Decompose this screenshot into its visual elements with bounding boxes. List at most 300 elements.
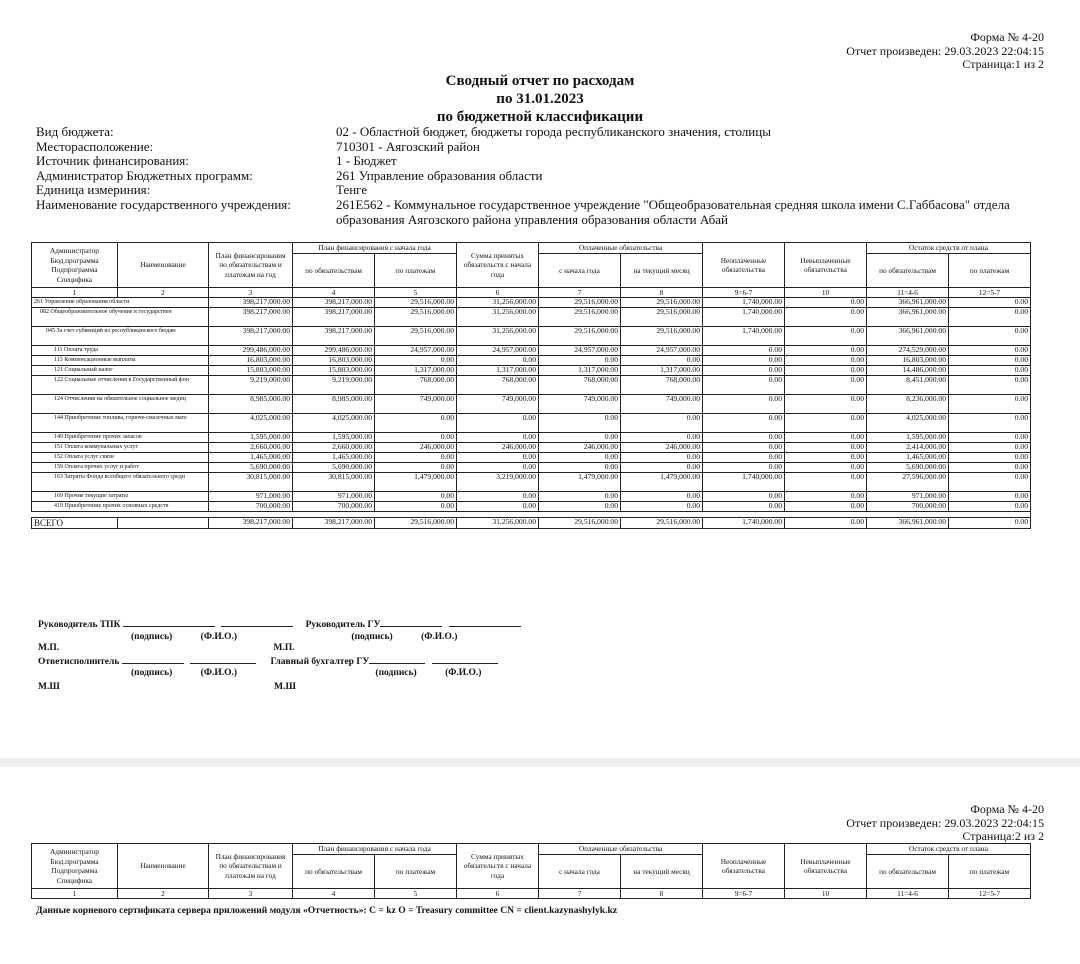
info-row [36, 154, 1026, 169]
header-col-6: Сумма принятых обязательств с начала года [457, 844, 539, 889]
podpis-caption: (подпись) [375, 668, 417, 679]
cell-col-8: 0.00 [621, 433, 703, 443]
cell-col-9: 0.00 [703, 492, 785, 502]
row-name: 419 Приобретение прочих основных средств [32, 502, 209, 512]
fio-line [432, 655, 498, 664]
table-row [32, 492, 1031, 502]
cell-col-10: 0.00 [785, 414, 867, 433]
cell-col-9: 0.00 [703, 502, 785, 512]
cell-col-8: 29,516,000.00 [621, 308, 703, 327]
cell-col-3: 5,690,000.00 [209, 463, 293, 473]
cell-col-6: 0.00 [457, 502, 539, 512]
cell-col-10: 0.00 [785, 346, 867, 356]
table-header [32, 243, 1031, 298]
cell-col-9: 0.00 [703, 433, 785, 443]
info-row [36, 140, 1026, 155]
cell-col-10: 0.00 [785, 502, 867, 512]
row-name: 152 Оплата услуг связи [32, 453, 209, 463]
cell-col-5: 0.00 [375, 414, 457, 433]
cell-col-8: 0.00 [621, 463, 703, 473]
table-row [32, 376, 1031, 395]
podpis-caption: (подпись) [131, 631, 173, 642]
cell-col-4: 4,025,000.00 [293, 414, 375, 433]
cell-col-11: 27,596,000.00 [867, 473, 949, 492]
cell-col-5: 768,000.00 [375, 376, 457, 395]
row-name: 045 За счет субвенций из республиканского бюдже [32, 327, 209, 346]
cell-col-4: 398,217,000.00 [293, 298, 375, 308]
row-name: 149 Приобретение прочих запасов [32, 433, 209, 443]
cell-col-12: 0.00 [949, 395, 1031, 414]
cell-col-10: 0.00 [785, 463, 867, 473]
cell-col-6: 3,219,000.00 [457, 473, 539, 492]
cell-col-6: 0.00 [457, 463, 539, 473]
header-col-12: по платежам [949, 254, 1031, 288]
row-name: 121 Социальный налог [32, 366, 209, 376]
cell-col-7: 29,516,000.00 [539, 298, 621, 308]
table-row [32, 443, 1031, 453]
cell-col-3: 15,803,000.00 [209, 366, 293, 376]
table-row [32, 453, 1031, 463]
header-group-plan: План финансирования с начала года [293, 844, 457, 855]
row-name: 169 Прочие текущие затраты [32, 492, 209, 502]
cell-col-5: 29,516,000.00 [375, 298, 457, 308]
cell-col-4: 5,690,000.00 [293, 463, 375, 473]
cell-col-12: 0.00 [949, 308, 1031, 327]
total-col-4: 398,217,000.00 [293, 518, 375, 529]
header-col-12: по платежам [949, 855, 1031, 889]
tpk-head-label: Руководитель ТПК [38, 620, 121, 630]
cell-col-12: 0.00 [949, 443, 1031, 453]
info-label: Администратор Бюджетных программ: [36, 167, 253, 183]
page-number: Страница:1 из 2 [962, 57, 1044, 71]
cell-col-8: 749,000.00 [621, 395, 703, 414]
cell-col-8: 1,317,000.00 [621, 366, 703, 376]
info-row [36, 169, 1026, 184]
cell-col-6: 31,256,000.00 [457, 308, 539, 327]
table-row [32, 463, 1031, 473]
info-label: Единица измериния: [36, 182, 151, 198]
cell-col-11: 4,025,000.00 [867, 414, 949, 433]
row-name: 261 Управление образования области [32, 298, 209, 308]
cell-col-6: 0.00 [457, 433, 539, 443]
cell-col-10: 0.00 [785, 376, 867, 395]
header-col-8: на текущий месяц [621, 254, 703, 288]
cell-col-9: 1,740,000.00 [703, 298, 785, 308]
signatures-block [38, 618, 521, 694]
row-name: 082 Общеобразовательное обучение в государствен [32, 308, 209, 327]
total-col-8: 29,516,000.00 [621, 518, 703, 529]
form-number: Форма № 4-20 [970, 30, 1044, 44]
executor-label: Ответисполнитель [38, 656, 120, 667]
cell-col-11: 700,000.00 [867, 502, 949, 512]
cell-col-10: 0.00 [785, 453, 867, 463]
fio-caption: (Ф.И.О.) [421, 631, 458, 642]
signature-line [122, 655, 184, 664]
cell-col-5: 29,516,000.00 [375, 308, 457, 327]
cell-col-5: 749,000.00 [375, 395, 457, 414]
fio-caption: (Ф.И.О.) [200, 631, 238, 642]
header-col-11: по обязательствам [867, 855, 949, 889]
title-line-3: по бюджетной классификации [436, 109, 644, 125]
title-line-1: Сводный отчет по расходам [445, 73, 635, 89]
cell-col-3: 16,803,000.00 [209, 356, 293, 366]
cell-col-9: 0.00 [703, 443, 785, 453]
colnum: 5 [375, 889, 457, 899]
cell-col-8: 0.00 [621, 492, 703, 502]
mp-label: М.П. [273, 643, 295, 654]
info-label: Вид бюджета: [36, 124, 114, 139]
cell-col-3: 971,000.00 [209, 492, 293, 502]
cell-col-5: 0.00 [375, 492, 457, 502]
cell-col-12: 0.00 [949, 453, 1031, 463]
header-col-7: с начала года [539, 254, 621, 288]
cell-col-10: 0.00 [785, 366, 867, 376]
colnum: 7 [539, 889, 621, 899]
cell-col-4: 1,465,000.00 [293, 453, 375, 463]
cell-col-12: 0.00 [949, 356, 1031, 366]
cell-col-11: 14,486,000.00 [867, 366, 949, 376]
colnum: 3 [209, 889, 293, 899]
table-header [32, 844, 1031, 899]
total-col-3: 398,217,000.00 [209, 518, 293, 529]
chief-accountant-label: Главный бухгалтер ГУ [270, 656, 370, 667]
report-info [36, 125, 1026, 227]
cell-col-7: 1,479,000.00 [539, 473, 621, 492]
cell-col-11: 1,595,000.00 [867, 433, 949, 443]
mp-label: М.П. [38, 643, 60, 654]
cell-col-10: 0.00 [785, 492, 867, 502]
header-col-6: Сумма принятых обязательств с начала года [457, 243, 539, 288]
cell-col-4: 30,815,000.00 [293, 473, 375, 492]
cell-col-12: 0.00 [949, 502, 1031, 512]
total-row [32, 518, 1031, 529]
cell-col-9: 0.00 [703, 453, 785, 463]
cell-col-5: 24,957,000.00 [375, 346, 457, 356]
header-col-7: с начала года [539, 855, 621, 889]
info-label: Месторасположение: [36, 138, 154, 154]
page-separator [0, 758, 1080, 767]
cell-col-5: 0.00 [375, 356, 457, 366]
row-name: 159 Оплата прочих услуг и работ [32, 463, 209, 473]
colnum: 12=5-7 [949, 288, 1031, 298]
cell-col-7: 0.00 [539, 356, 621, 366]
cell-col-3: 398,217,000.00 [209, 327, 293, 346]
cell-col-7: 29,516,000.00 [539, 327, 621, 346]
cell-col-12: 0.00 [949, 298, 1031, 308]
cell-col-9: 0.00 [703, 376, 785, 395]
cell-col-3: 299,486,000.00 [209, 346, 293, 356]
colnum: 5 [375, 288, 457, 298]
report-title [0, 72, 1080, 126]
info-label: Источник финансирования: [36, 153, 189, 169]
cell-col-6: 0.00 [457, 492, 539, 502]
cell-col-12: 0.00 [949, 414, 1031, 433]
cell-col-9: 0.00 [703, 414, 785, 433]
signature-line [380, 618, 442, 627]
header-group-paid: Оплаченные обязательства [539, 243, 703, 254]
cell-col-11: 2,414,000.00 [867, 443, 949, 453]
colnum: 2 [118, 889, 209, 899]
colnum: 10 [785, 889, 867, 899]
podpis-caption: (подпись) [351, 631, 393, 642]
row-name: 113 Компенсационные выплаты [32, 356, 209, 366]
row-name: 122 Социальные отчисления в Государственный фон [32, 376, 209, 395]
cell-col-11: 971,000.00 [867, 492, 949, 502]
cell-col-6: 31,256,000.00 [457, 298, 539, 308]
cell-col-8: 0.00 [621, 502, 703, 512]
table-row [32, 502, 1031, 512]
header-group-plan: План финансирования с начала года [293, 243, 457, 254]
cell-col-10: 0.00 [785, 395, 867, 414]
report-meta [846, 803, 1044, 844]
table-row [32, 414, 1031, 433]
cell-col-4: 1,595,000.00 [293, 433, 375, 443]
cell-col-6: 24,957,000.00 [457, 346, 539, 356]
total-col-11: 366,961,000.00 [867, 518, 949, 529]
header-col-10: Невыплаченные обязательства [785, 243, 867, 288]
cell-col-6: 0.00 [457, 453, 539, 463]
cell-col-11: 274,529,000.00 [867, 346, 949, 356]
cell-col-7: 0.00 [539, 433, 621, 443]
cell-col-3: 1,595,000.00 [209, 433, 293, 443]
colnum: 8 [621, 288, 703, 298]
cell-col-4: 15,803,000.00 [293, 366, 375, 376]
cell-col-5: 0.00 [375, 433, 457, 443]
table-row [32, 395, 1031, 414]
colnum: 7 [539, 288, 621, 298]
header-col-4: по обязательствам [293, 254, 375, 288]
cell-col-12: 0.00 [949, 473, 1031, 492]
cell-col-8: 0.00 [621, 356, 703, 366]
cell-col-6: 31,256,000.00 [457, 327, 539, 346]
row-name: 111 Оплата труда [32, 346, 209, 356]
colnum: 12=5-7 [949, 889, 1031, 899]
total-label: ВСЕГО [32, 518, 118, 529]
total-col-12: 0.00 [949, 518, 1031, 529]
total-col-5: 29,516,000.00 [375, 518, 457, 529]
cell-col-7: 0.00 [539, 492, 621, 502]
info-row [36, 183, 1026, 198]
header-col-5: по платежам [375, 254, 457, 288]
cell-col-10: 0.00 [785, 308, 867, 327]
cell-col-11: 1,465,000.00 [867, 453, 949, 463]
cell-col-9: 0.00 [703, 463, 785, 473]
table-row [32, 308, 1031, 327]
table-row [32, 473, 1031, 492]
cell-col-9: 0.00 [703, 395, 785, 414]
cell-col-4: 398,217,000.00 [293, 308, 375, 327]
info-label: Наименование государственного учреждения: [36, 196, 291, 212]
cell-col-4: 9,219,000.00 [293, 376, 375, 395]
header-col-3: План финансирования по обязательствам и платежам на год [209, 844, 293, 889]
cell-col-9: 1,740,000.00 [703, 473, 785, 492]
header-col-4: по обязательствам [293, 855, 375, 889]
cell-col-3: 398,217,000.00 [209, 298, 293, 308]
cell-col-7: 29,516,000.00 [539, 308, 621, 327]
signature-line [123, 618, 215, 627]
info-row [36, 198, 1026, 227]
cell-col-4: 299,486,000.00 [293, 346, 375, 356]
cell-col-11: 8,236,000.00 [867, 395, 949, 414]
cell-col-8: 0.00 [621, 453, 703, 463]
cell-col-7: 0.00 [539, 463, 621, 473]
cell-col-5: 1,317,000.00 [375, 366, 457, 376]
cell-col-3: 30,815,000.00 [209, 473, 293, 492]
cell-col-11: 5,690,000.00 [867, 463, 949, 473]
cell-col-7: 246,000.00 [539, 443, 621, 453]
cell-col-10: 0.00 [785, 298, 867, 308]
info-value: Тенге [336, 182, 368, 198]
colnum: 4 [293, 288, 375, 298]
cell-col-12: 0.00 [949, 433, 1031, 443]
cell-col-11: 16,803,000.00 [867, 356, 949, 366]
cell-col-3: 4,025,000.00 [209, 414, 293, 433]
cell-col-11: 8,451,000.00 [867, 376, 949, 395]
fio-line [221, 618, 293, 627]
cell-col-7: 0.00 [539, 453, 621, 463]
colnum: 4 [293, 889, 375, 899]
cell-col-5: 0.00 [375, 463, 457, 473]
cell-col-8: 768,000.00 [621, 376, 703, 395]
total-col-10: 0.00 [785, 518, 867, 529]
column-numbers-row [32, 889, 1031, 899]
expenses-table [31, 242, 1031, 529]
cell-col-10: 0.00 [785, 327, 867, 346]
cell-col-8: 1,479,000.00 [621, 473, 703, 492]
cell-col-12: 0.00 [949, 463, 1031, 473]
cell-col-12: 0.00 [949, 346, 1031, 356]
cell-col-3: 700,000.00 [209, 502, 293, 512]
cell-col-11: 366,961,000.00 [867, 308, 949, 327]
table-row [32, 433, 1031, 443]
generated-timestamp: Отчет произведен: 29.03.2023 22:04:15 [846, 43, 1044, 58]
cell-col-7: 1,317,000.00 [539, 366, 621, 376]
cell-col-7: 0.00 [539, 414, 621, 433]
cell-col-12: 0.00 [949, 376, 1031, 395]
cell-col-6: 0.00 [457, 356, 539, 366]
report-page-2 [0, 767, 1080, 964]
table-row [32, 346, 1031, 356]
form-number: Форма № 4-20 [970, 802, 1044, 816]
cell-col-6: 246,000.00 [457, 443, 539, 453]
header-col-2: Наименование [118, 844, 209, 889]
colnum: 8 [621, 889, 703, 899]
info-value: 261 Управление образования области [336, 167, 543, 183]
colnum: 9=6-7 [703, 288, 785, 298]
row-name: 163 Затраты Фонда всеобщего обязательного средн [32, 473, 209, 492]
header-group-rest: Остаток средств от плана [867, 243, 1031, 254]
header-col-2: Наименование [118, 243, 209, 288]
colnum: 3 [209, 288, 293, 298]
cell-col-12: 0.00 [949, 492, 1031, 502]
colnum: 9=6-7 [703, 889, 785, 899]
header-col-3: План финансирования по обязательствам и платежам на год [209, 243, 293, 288]
cell-col-10: 0.00 [785, 473, 867, 492]
header-col-8: на текущий месяц [621, 855, 703, 889]
colnum: 10 [785, 288, 867, 298]
cell-col-5: 29,516,000.00 [375, 327, 457, 346]
header-group-rest: Остаток средств от плана [867, 844, 1031, 855]
info-value: 710301 - Аягозский район [336, 138, 480, 154]
colnum: 2 [118, 288, 209, 298]
info-row [36, 125, 1026, 140]
info-value: 1 - Бюджет [336, 153, 397, 169]
certificate-info: Данные корневого сертификата сервера приложений модуля «Отчетность»: C = kz O = Treasury committee CN = client.kazynashylyk.kz [36, 905, 618, 916]
cell-col-3: 9,219,000.00 [209, 376, 293, 395]
expenses-table-continued [31, 843, 1031, 899]
cell-col-10: 0.00 [785, 433, 867, 443]
cell-col-5: 1,479,000.00 [375, 473, 457, 492]
cell-col-3: 8,985,000.00 [209, 395, 293, 414]
cell-col-6: 749,000.00 [457, 395, 539, 414]
header-col-10: Невыплаченные обязательства [785, 844, 867, 889]
cell-col-12: 0.00 [949, 366, 1031, 376]
header-col-9: Неоплаченные обязательства [703, 243, 785, 288]
cell-col-5: 0.00 [375, 502, 457, 512]
cell-col-4: 8,985,000.00 [293, 395, 375, 414]
cell-col-7: 24,957,000.00 [539, 346, 621, 356]
title-line-2: по 31.01.2023 [496, 91, 584, 107]
colnum: 11=4-6 [867, 288, 949, 298]
table-row [32, 327, 1031, 346]
cell-col-6: 1,317,000.00 [457, 366, 539, 376]
page-number: Страница:2 из 2 [962, 829, 1044, 843]
cell-col-10: 0.00 [785, 356, 867, 366]
cell-col-4: 2,660,000.00 [293, 443, 375, 453]
header-col-5: по платежам [375, 855, 457, 889]
total-col-7: 29,516,000.00 [539, 518, 621, 529]
cell-col-9: 0.00 [703, 356, 785, 366]
cell-col-10: 0.00 [785, 443, 867, 453]
podpis-caption: (подпись) [131, 668, 173, 679]
cell-col-9: 1,740,000.00 [703, 308, 785, 327]
fio-caption: (Ф.И.О.) [200, 668, 238, 679]
fio-line [449, 618, 521, 627]
table-body [32, 298, 1031, 529]
cell-col-4: 700,000.00 [293, 502, 375, 512]
cell-col-3: 1,465,000.00 [209, 453, 293, 463]
header-col-1: Администратор Бюд.программа Подпрограмма Специфика [32, 243, 118, 288]
total-col-6: 31,256,000.00 [457, 518, 539, 529]
colnum: 1 [32, 889, 118, 899]
cell-col-3: 2,660,000.00 [209, 443, 293, 453]
cell-col-3: 398,217,000.00 [209, 308, 293, 327]
cell-col-5: 246,000.00 [375, 443, 457, 453]
header-col-11: по обязательствам [867, 254, 949, 288]
header-col-1: Администратор Бюд.программа Подпрограмма Специфика [32, 844, 118, 889]
cell-col-11: 366,961,000.00 [867, 327, 949, 346]
cell-col-6: 768,000.00 [457, 376, 539, 395]
cell-col-4: 16,803,000.00 [293, 356, 375, 366]
report-meta [846, 31, 1044, 72]
cell-col-9: 0.00 [703, 346, 785, 356]
gu-head-label: Руководитель ГУ [305, 620, 381, 630]
colnum: 1 [32, 288, 118, 298]
column-numbers-row [32, 288, 1031, 298]
cell-col-8: 0.00 [621, 414, 703, 433]
row-name: 124 Отчисления на обязательное социальное медиц [32, 395, 209, 414]
cell-col-7: 0.00 [539, 502, 621, 512]
cell-col-8: 29,516,000.00 [621, 298, 703, 308]
table-row [32, 298, 1031, 308]
info-value: 261E562 - Коммунальное государственное учреждение "Общеобразовательная средняя школа имени С.Габбасова" отдела образования Аягозского района управления образования области Абай [336, 196, 1010, 227]
cell-col-4: 971,000.00 [293, 492, 375, 502]
total-col-9: 1,740,000.00 [703, 518, 785, 529]
cell-col-9: 1,740,000.00 [703, 327, 785, 346]
cell-col-9: 0.00 [703, 366, 785, 376]
signature-line [369, 655, 425, 664]
header-col-9: Неоплаченные обязательства [703, 844, 785, 889]
